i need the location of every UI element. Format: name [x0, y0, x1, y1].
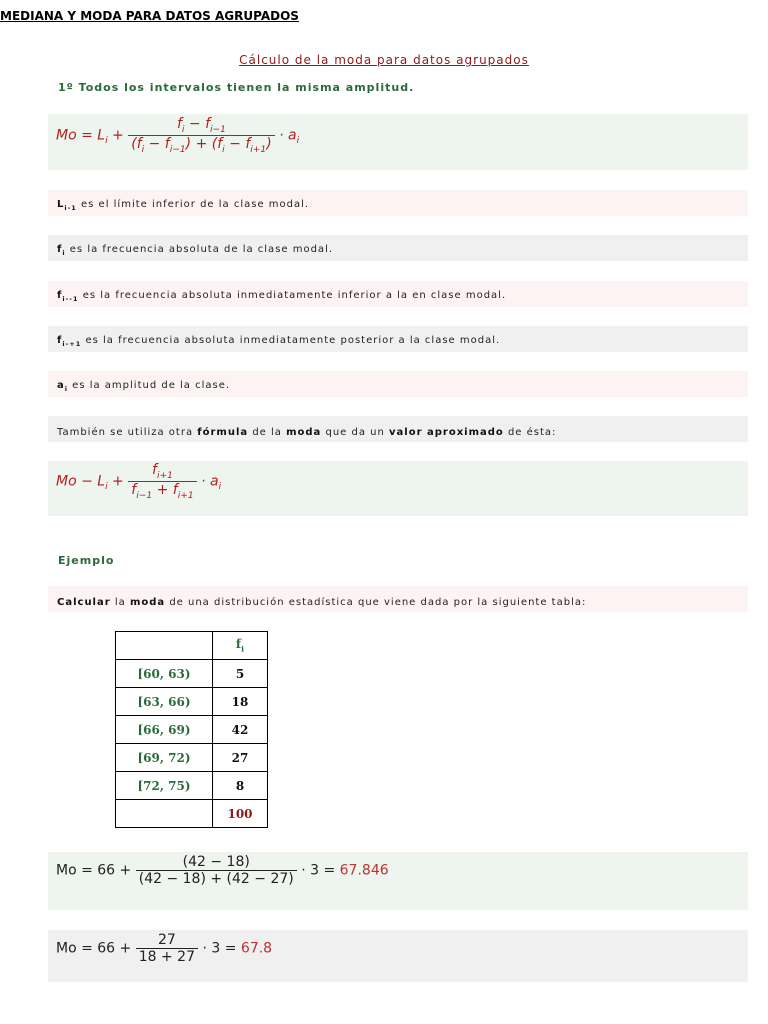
definition-row: $L_{i-1}$ es el límite inferior de la clase modal. [48, 190, 748, 216]
subheading-equal-width: 1º Todos los intervalos tienen la misma amplitud. [58, 81, 415, 94]
frequency-cell: 42 [213, 716, 268, 744]
mode-formula-approx: $Mo - L_i$ + $\frac{f_{i+1}}{f_{i-1} + f_{i+1}}$ · $a_i$ [56, 462, 222, 501]
definition-row: $f_{i-+1}$ es la frecuencia absoluta inmediatamente posterior a la clase modal. [48, 326, 748, 352]
example-statement: Calcular la moda de una distribución estadística que viene dada por la siguiente tabla: [48, 586, 748, 612]
frequency-cell: 5 [213, 660, 268, 688]
definition-row: $f_i$ es la frecuencia absoluta de la clase modal. [48, 235, 748, 261]
alternative-formula-note: También se utiliza otra fórmula de la moda que da un valor aproximado de ésta: [48, 416, 748, 442]
mode-calculation-approx: Mo = 66 + $\frac{27}{18 + 27}$ · 3 = 67.8 [56, 932, 273, 965]
table-row [116, 716, 268, 744]
interval-cell: [66, 69) [116, 716, 213, 744]
formula-1-band [48, 114, 748, 170]
table-header-row [116, 632, 268, 660]
frequency-cell: 8 [213, 772, 268, 800]
frequency-table [115, 631, 268, 828]
formula-2-band [48, 461, 748, 516]
table-header-frequency: $f_i$ [213, 632, 268, 660]
interval-cell: [72, 75) [116, 772, 213, 800]
example-heading: Ejemplo [58, 554, 115, 567]
interval-cell: [69, 72) [116, 744, 213, 772]
calculation-1-band [48, 852, 748, 910]
interval-cell: [60, 63) [116, 660, 213, 688]
table-row [116, 744, 268, 772]
table-row [116, 660, 268, 688]
table-row [116, 688, 268, 716]
document-title: MEDIANA Y MODA PARA DATOS AGRUPADOS [0, 9, 299, 23]
total-cell: 100 [213, 800, 268, 828]
table-row [116, 772, 268, 800]
frequency-cell: 18 [213, 688, 268, 716]
definition-row: $a_i$ es la amplitud de la clase. [48, 371, 748, 397]
calculation-2-band [48, 930, 748, 982]
total-label-cell [116, 800, 213, 828]
section-title: Cálculo de la moda para datos agrupados [239, 53, 529, 67]
table-header-interval [116, 632, 213, 660]
frequency-cell: 27 [213, 744, 268, 772]
mode-formula-exact: $Mo = L_i$ + $\frac{f_i - f_{i-1}}{(f_i - f_{i-1}) + (f_i - f_{i+1})}$ · $a_i$ [56, 116, 300, 155]
interval-cell: [63, 66) [116, 688, 213, 716]
mode-calculation-exact: Mo = 66 + $\frac{(42 - 18)}{(42 - 18) + (42 - 27)}$ · 3 = 67.846 [56, 854, 389, 887]
definition-row: $f_{i--1}$ es la frecuencia absoluta inmediatamente inferior a la en clase modal. [48, 281, 748, 307]
table-total-row [116, 800, 268, 828]
